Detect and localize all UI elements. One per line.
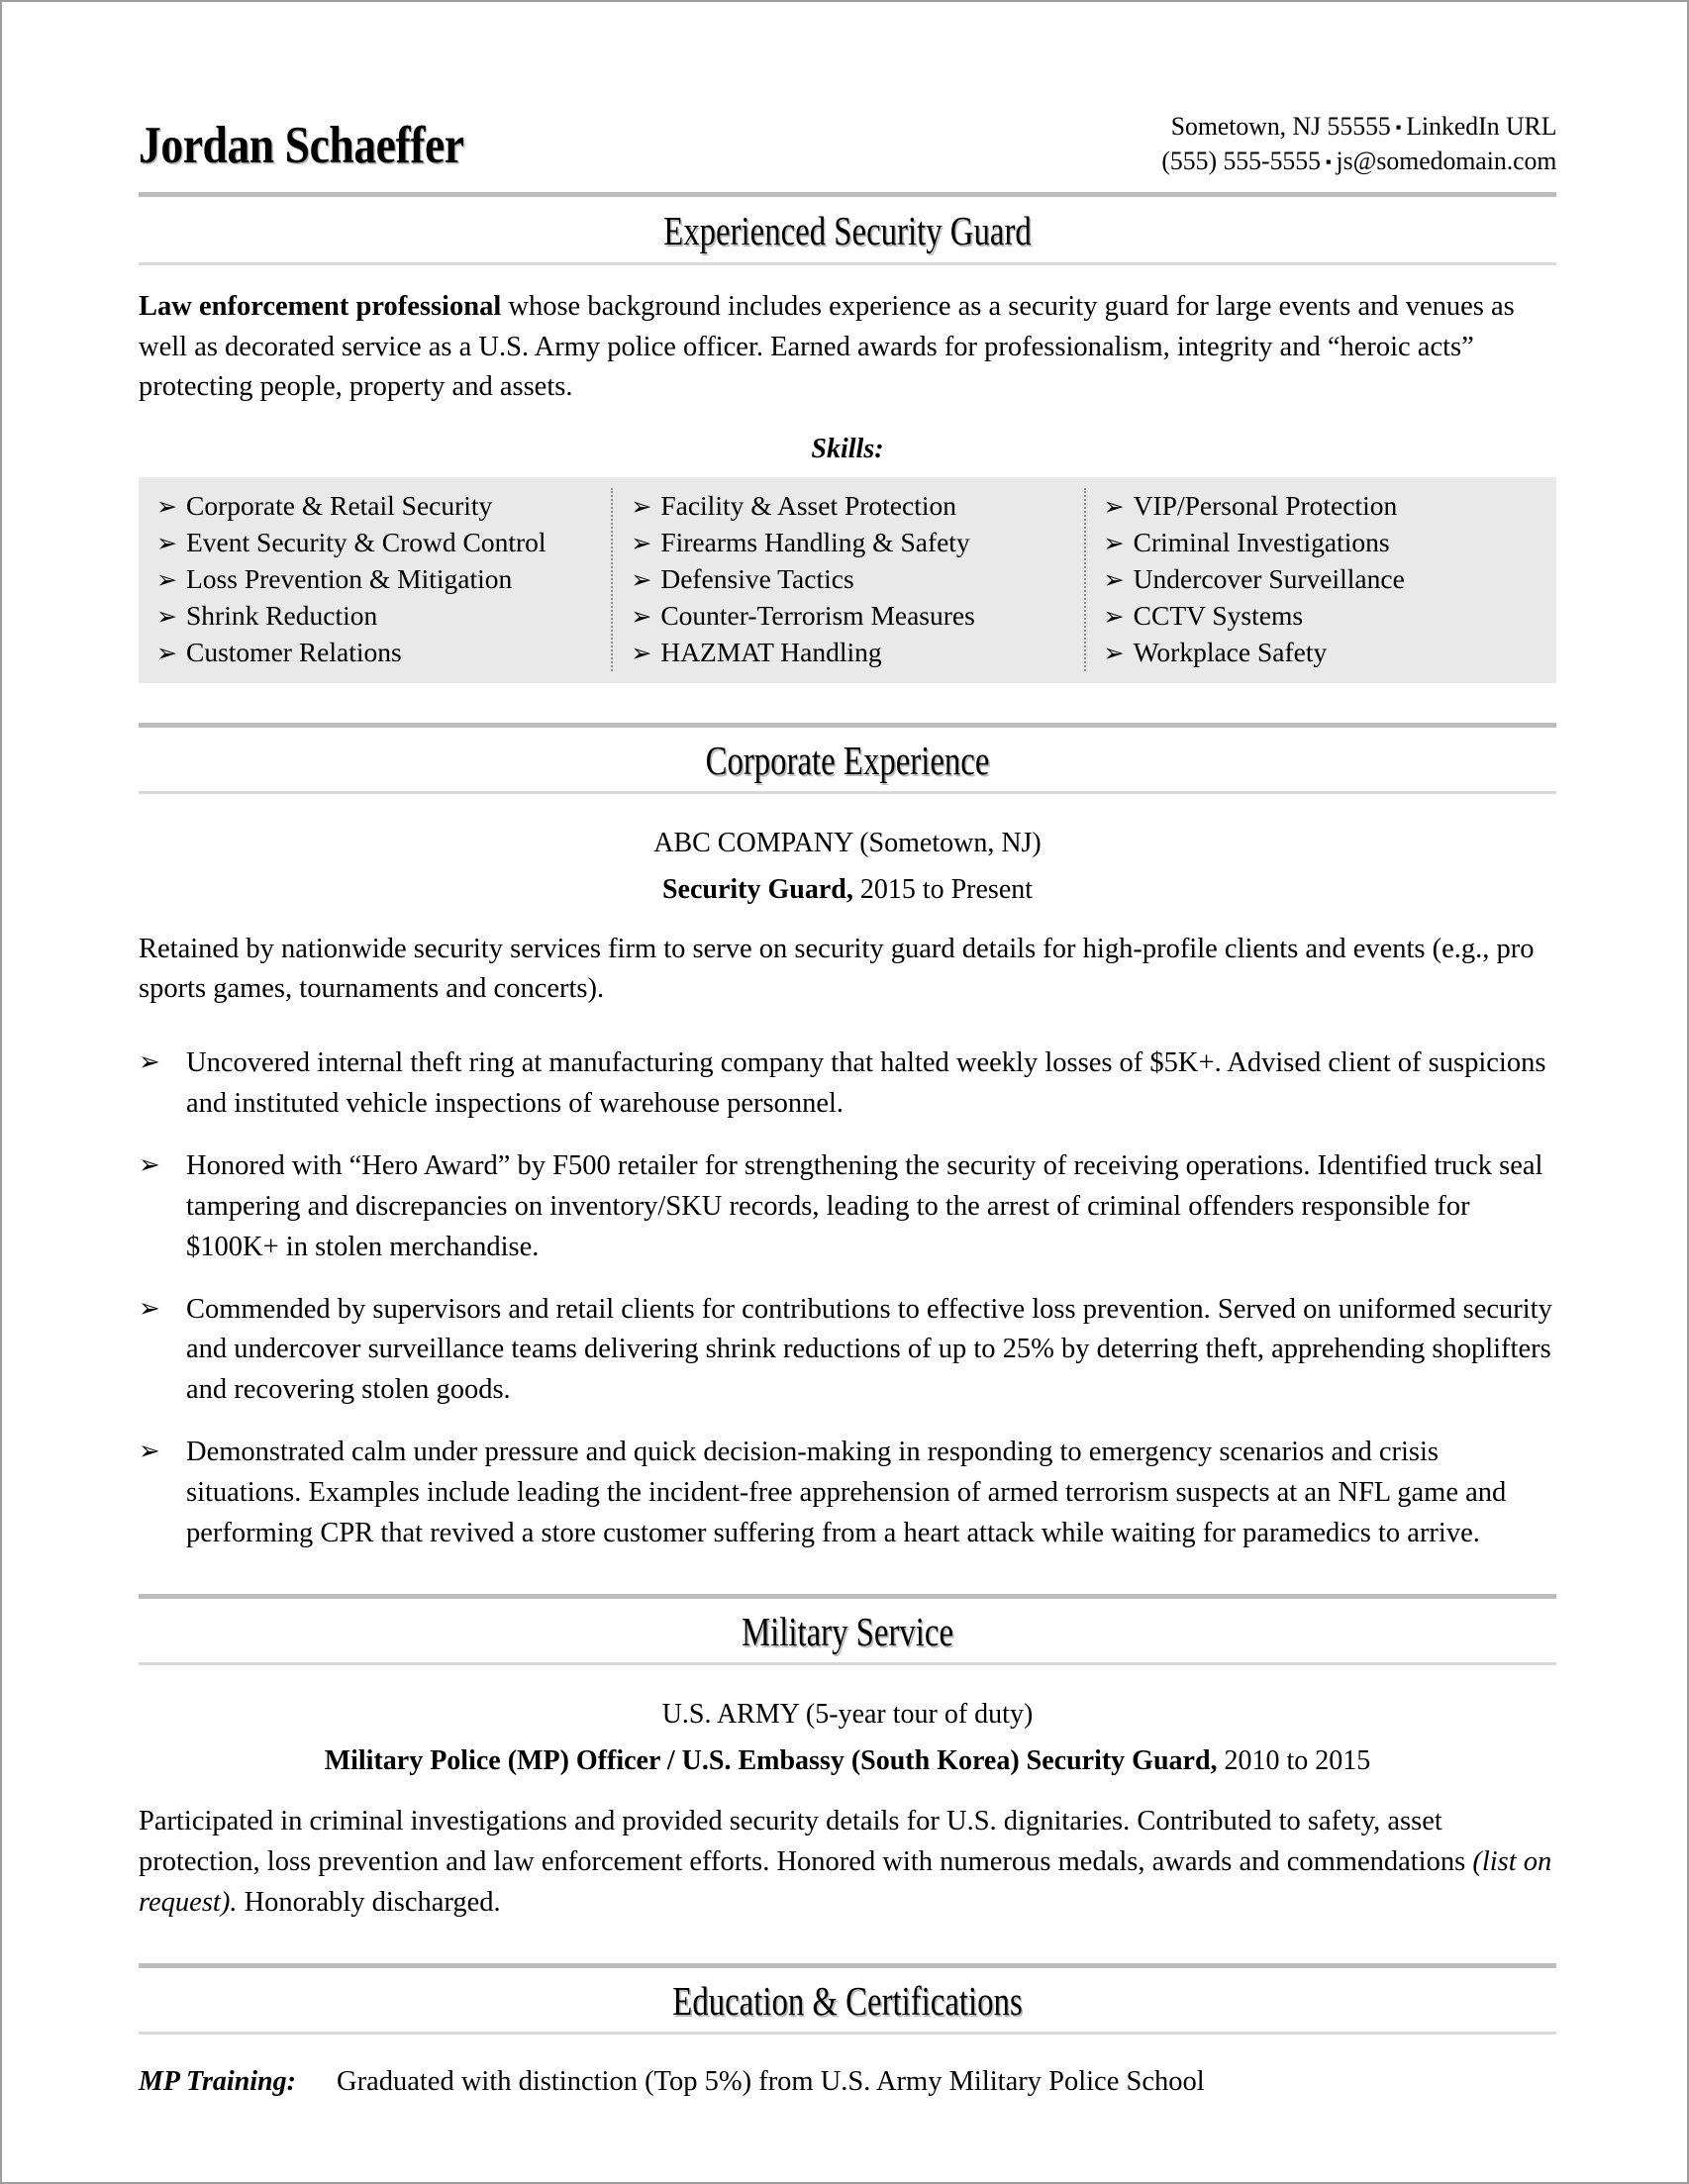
employer-name: ABC COMPANY (Sometown, NJ) [653,828,1042,859]
skills-column-3 [1084,488,1556,671]
skill-label: Loss Prevention & Mitigation [186,563,513,595]
skills-box [139,477,1556,683]
skill-item [1104,488,1550,525]
section-heading-education: Education & Certifications [672,1977,1023,2024]
arrow-bullet-icon: ➢ [139,1047,160,1077]
arrow-bullet-icon: ➢ [156,641,177,668]
skill-label: HAZMAT Handling [660,637,882,668]
arrow-bullet-icon: ➢ [156,531,177,558]
skill-label: Event Security & Crowd Control [186,527,546,558]
arrow-bullet-icon: ➢ [156,567,177,595]
skill-label: Shrink Reduction [186,600,378,632]
skill-item [1104,598,1550,635]
skill-label: Counter-Terrorism Measures [660,600,975,632]
military-role-title: Military Police (MP) Officer / U.S. Embassy (South Korea) Security Guard, [324,1745,1218,1777]
contact-phone[interactable]: (555) 555-5555 [1160,145,1321,175]
skill-item [631,561,1077,598]
skills-label: Skills: [811,434,884,465]
spacer [139,1554,1556,1580]
skill-label: Customer Relations [186,637,402,668]
arrow-bullet-icon: ➢ [631,567,652,595]
skill-label: VIP/Personal Protection [1133,490,1398,522]
contact-email[interactable]: js@somedomain.com [1336,145,1556,175]
military-description-part2: Honorably discharged. [237,1886,501,1918]
skill-item [156,561,605,598]
skill-item [1104,561,1550,598]
skills-column-1 [139,488,611,671]
arrow-bullet-icon: ➢ [1103,567,1125,595]
achievement-text: Demonstrated calm under pressure and quick decision-making in responding to emergency scenarios and crisis situations. Examples include leading the incident-free apprehension of armed terrorism suspects at an NFL game and performing CPR that revived a store customer suffering from a heart attack while waiting for paramedics to arrive. [186,1437,1507,1548]
arrow-bullet-icon: ➢ [139,1437,160,1466]
contact-separator-icon: ▪ [1395,118,1402,137]
arrow-bullet-icon: ➢ [1103,494,1125,522]
arrow-bullet-icon: ➢ [631,494,652,522]
contact-block [1161,109,1556,178]
section-heading-corporate-experience: Corporate Experience [705,738,990,784]
arrow-bullet-icon: ➢ [1103,604,1125,632]
job-title-line [139,862,1556,909]
resume-header [139,87,1556,178]
arrow-bullet-icon: ➢ [139,1293,160,1323]
skill-item [156,598,605,635]
achievement-item [139,1411,1556,1554]
arrow-bullet-icon: ➢ [156,494,177,522]
spacer [139,683,1556,709]
achievement-item [139,1268,1556,1412]
education-row [139,2035,1556,2102]
achievement-text: Honored with “Hero Award” by F500 retailer for strengthening the security of receiving operations. Identified truck seal tampering and discrepancies on inventory/SKU records, leading to the arrest of criminal offenders responsible for $100K+ in stolen merchandise. [186,1149,1543,1262]
achievement-text: Commended by supervisors and retail clients for contributions to effective loss prevention. Served on uniformed security and undercover surveillance teams delivering shrink reductions of up to 25% by deterring theft, apprehending shoplifters and recovering stolen goods. [186,1293,1552,1406]
skill-item [156,488,605,525]
arrow-bullet-icon: ➢ [1103,531,1125,558]
contact-separator-icon: ▪ [1325,151,1332,171]
military-description-part1: Participated in criminal investigations and provided security details for U.S. dignitaries. Contributed to safety, asset protection, loss prevention and law enforcement efforts. Honored with numerous medals, awards and commendations [139,1806,1473,1878]
military-description-italic: (list on request). [139,1846,1552,1918]
candidate-name: Jordan Schaeffer [139,116,464,174]
job-achievements-list [139,1010,1556,1554]
arrow-bullet-icon: ➢ [139,1149,160,1179]
achievement-text: Uncovered internal theft ring at manufacturing company that halted weekly losses of $5K+. Advised client of suspicions and instituted vehicle inspections of warehouse personnel. [186,1047,1546,1119]
skill-label: CCTV Systems [1133,600,1304,632]
spacer [139,1924,1556,1949]
skill-label: Workplace Safety [1133,637,1328,668]
professional-summary [139,265,1556,408]
military-role-dates: 2010 to 2015 [1217,1745,1371,1777]
contact-location: Sometown, NJ 55555 [1170,111,1391,141]
arrow-bullet-icon: ➢ [1103,641,1125,668]
achievement-item [139,1022,1556,1125]
summary-lead: Law enforcement professional [139,290,502,322]
skill-item [156,525,605,561]
skill-item [156,635,605,671]
skill-label: Defensive Tactics [660,563,854,595]
resume-content [2,2,1687,2101]
arrow-bullet-icon: ➢ [631,604,652,632]
contact-line-2 [1161,144,1556,178]
job-intro-paragraph: Retained by nationwide security services firm to serve on security guard details for high-profile clients and events (e.g., pro sports games, tournaments and concerts). [139,933,1535,1005]
job-title: Security Guard, [661,874,853,906]
skill-label: Facility & Asset Protection [660,490,956,522]
education-value: Graduated with distinction (Top 5%) from U.S. Army Military Police School [337,2065,1205,2097]
military-branch: U.S. ARMY (5-year tour of duty) [661,1698,1034,1730]
skill-item [631,598,1077,635]
skill-label: Corporate & Retail Security [186,490,493,522]
summary-body: whose background includes experience as a security guard for large events and venues as well as decorated service as a U.S. Army police officer. Earned awards for professionalism, integrity and “heroic acts” protecting people, property and assets. [139,290,1515,403]
job-dates: 2015 to Present [852,874,1034,906]
military-description [139,1780,1556,1923]
skill-item [631,525,1077,561]
skill-label: Criminal Investigations [1133,527,1390,558]
skill-item [1104,635,1550,671]
arrow-bullet-icon: ➢ [631,531,652,558]
arrow-bullet-icon: ➢ [631,641,652,668]
skill-label: Firearms Handling & Safety [660,527,970,558]
skill-label: Undercover Surveillance [1133,563,1405,595]
skill-item [1104,525,1550,561]
skills-column-2 [611,488,1083,671]
military-role-line [139,1734,1556,1780]
arrow-bullet-icon: ➢ [156,604,177,632]
section-heading-military-service: Military Service [741,1608,954,1654]
achievement-item [139,1125,1556,1268]
skill-item [631,635,1077,671]
skill-item [631,488,1077,525]
contact-linkedin[interactable]: LinkedIn URL [1405,111,1556,141]
contact-line-1 [1161,109,1556,144]
resume-headline: Experienced Security Guard [663,207,1032,253]
education-label: MP Training: [139,2065,296,2097]
